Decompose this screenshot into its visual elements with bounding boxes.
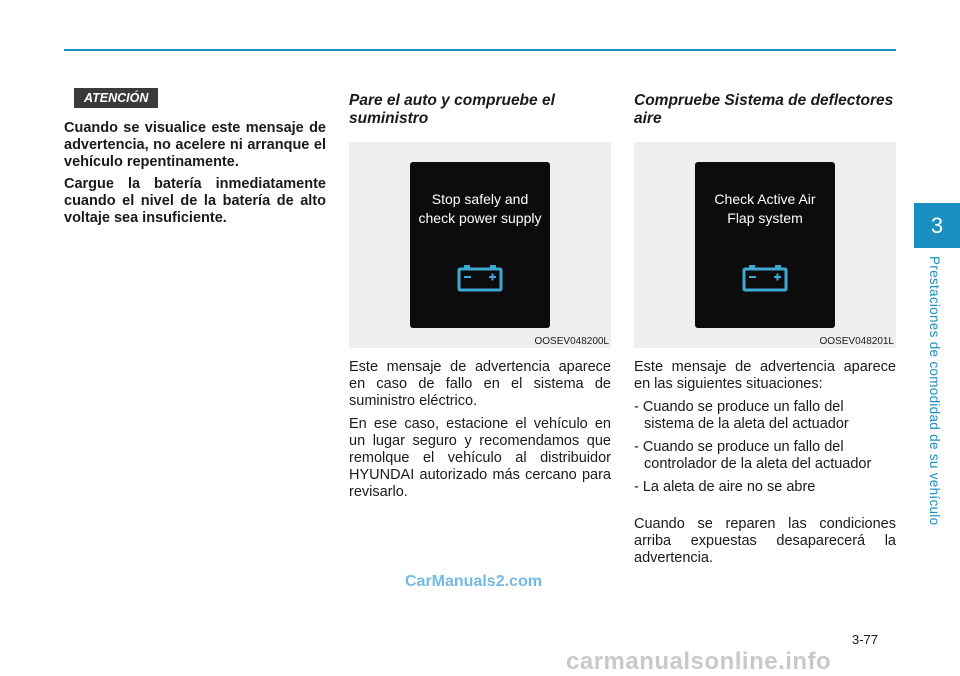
warning-column bbox=[64, 88, 326, 232]
body-paragraph: Este mensaje de advertencia aparece en las siguientes situaciones: bbox=[634, 359, 896, 392]
display-message: Stop safely and check power supply bbox=[418, 191, 542, 226]
list-item: - La aleta de aire no se abre bbox=[634, 479, 816, 495]
battery-icon bbox=[457, 264, 503, 292]
page-number: 3-77 bbox=[852, 632, 879, 647]
header-rule bbox=[64, 49, 896, 51]
cluster-display bbox=[410, 162, 550, 328]
chapter-number: 3 bbox=[930, 212, 944, 238]
situation-list bbox=[634, 399, 896, 496]
cluster-display bbox=[695, 162, 835, 328]
warning-paragraph: Cuando se visualice este mensaje de advertencia, no acelere ni arranque el vehículo repentinamente. bbox=[64, 120, 326, 170]
attention-badge: ATENCIÓN bbox=[74, 88, 158, 108]
chapter-title: Prestaciones de comodidad de su vehículo bbox=[927, 256, 942, 526]
chapter-number-tab bbox=[914, 203, 960, 248]
section-heading: Compruebe Sistema de deflectores aire bbox=[634, 92, 894, 127]
battery-icon bbox=[742, 264, 788, 292]
air-flap-column bbox=[634, 88, 896, 573]
body-paragraph: Este mensaje de advertencia aparece en caso de fallo en el sistema de suministro eléctrico. bbox=[349, 359, 611, 409]
display-message: Check Active Air Flap system bbox=[714, 191, 816, 226]
watermark-footer: carmanualsonline.info bbox=[566, 648, 832, 675]
body-paragraph: En ese caso, estacione el vehículo en un lugar seguro y recomendamos que remolque el vehículo al distribuidor HYUNDAI autorizado más cercano para revisarlo. bbox=[349, 416, 611, 500]
figure-code: OOSEV048200L bbox=[534, 336, 609, 347]
section-heading: Pare el auto y compruebe el suministro bbox=[349, 92, 555, 127]
power-supply-column bbox=[349, 88, 611, 507]
watermark-link[interactable]: CarManuals2.com bbox=[405, 573, 542, 590]
list-item: - Cuando se produce un fallo del controlador de la aleta del actuador bbox=[634, 439, 872, 472]
list-item: - Cuando se produce un fallo del sistema de la aleta del actuador bbox=[634, 399, 849, 432]
body-paragraph: Cuando se reparen las condiciones arriba expuestas desaparecerá la advertencia. bbox=[634, 516, 896, 566]
figure-panel bbox=[349, 142, 611, 348]
warning-paragraph: Cargue la batería inmediatamente cuando el nivel de la batería de alto voltaje sea insuficiente. bbox=[64, 176, 326, 226]
figure-code: OOSEV048201L bbox=[819, 336, 894, 347]
figure-panel bbox=[634, 142, 896, 348]
